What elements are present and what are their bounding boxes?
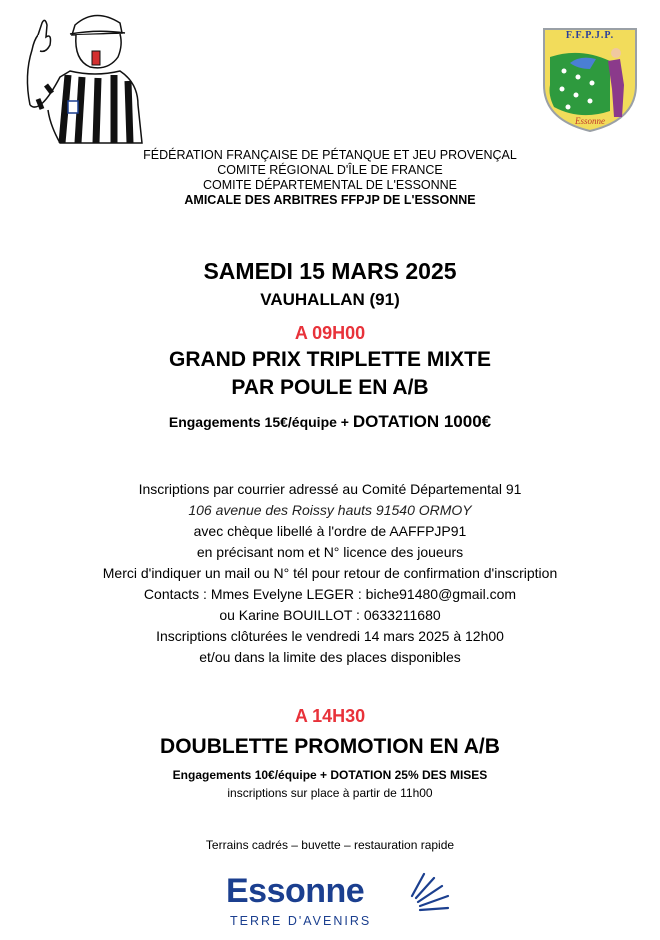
morning-time: A 09H00 xyxy=(294,323,366,343)
essonne-brand: Essonne xyxy=(226,872,365,910)
header-regional: COMITE RÉGIONAL D'ÎLE DE FRANCE xyxy=(217,163,443,177)
registration-line-3: avec chèque libellé à l'ordre de AAFFPJP91 xyxy=(193,523,467,539)
essonne-tagline: TERRE D'AVENIRS xyxy=(230,914,372,928)
registration-deadline: Inscriptions clôturées le vendredi 14 mars 2025 à 12h00 xyxy=(156,628,504,644)
event-location: VAUHALLAN (91) xyxy=(260,290,400,309)
header-departmental: COMITE DÉPARTEMENTAL DE L'ESSONNE xyxy=(202,178,458,192)
registration-contacts-1: Contacts : Mmes Evelyne LEGER : biche91480@gmail.com xyxy=(143,586,517,602)
morning-title-2: PAR POULE EN A/B xyxy=(231,376,429,399)
registration-address: 106 avenue des Roissy hauts 91540 ORMOY xyxy=(188,502,472,518)
amenities: Terrains cadrés – buvette – restauration rapide xyxy=(205,838,455,852)
event-date: SAMEDI 15 MARS 2025 xyxy=(203,258,457,284)
ffpjp-crest-logo xyxy=(540,25,640,135)
registration-contacts-2: ou Karine BOUILLOT : 0633211680 xyxy=(219,607,441,623)
registration-line-5: Merci d'indiquer un mail ou N° tél pour retour de confirmation d'inscription xyxy=(102,565,558,581)
registration-line-4: en précisant nom et N° licence des joueurs xyxy=(196,544,464,560)
crest-signature: Essonne xyxy=(575,116,605,126)
registration-limit: et/ou dans la limite des places disponibles xyxy=(199,649,461,665)
essonne-rays-icon xyxy=(398,866,458,916)
header-amicale: AMICALE DES ARBITRES FFPJP DE L'ESSONNE xyxy=(184,193,476,207)
morning-dotation: DOTATION 1000€ xyxy=(352,412,492,431)
afternoon-fee: Engagements 10€/équipe + DOTATION 25% DES MISES xyxy=(172,768,488,782)
crest-letters: F.F.P.J.P. xyxy=(565,30,615,41)
morning-fee-line xyxy=(0,412,660,432)
afternoon-time: A 14H30 xyxy=(294,706,366,726)
registration-line-1: Inscriptions par courrier adressé au Comité Départemental 91 xyxy=(138,481,522,497)
morning-fee: Engagements 15€/équipe + xyxy=(168,414,353,430)
afternoon-title: DOUBLETTE PROMOTION EN A/B xyxy=(160,735,500,758)
morning-title-1: GRAND PRIX TRIPLETTE MIXTE xyxy=(168,348,491,371)
referee-illustration-icon xyxy=(20,5,155,145)
header-federation: FÉDÉRATION FRANÇAISE DE PÉTANQUE ET JEU PROVENÇAL xyxy=(143,148,517,162)
afternoon-note: inscriptions sur place à partir de 11h00 xyxy=(227,786,433,800)
